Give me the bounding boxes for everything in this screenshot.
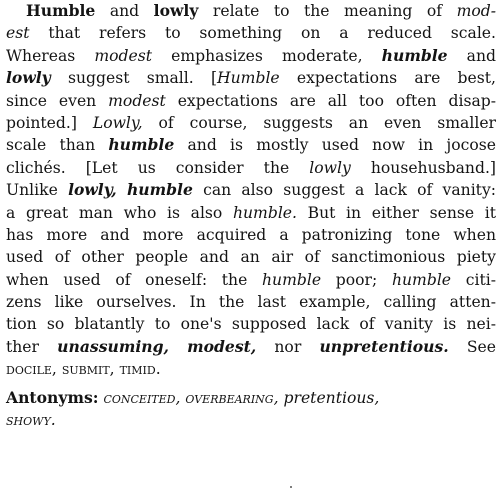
text-run: Humble	[217, 69, 280, 88]
text-line	[6, 269, 496, 291]
text-run: unpretentious.	[319, 336, 449, 356]
text-run: clichés. [Let us consider the	[6, 158, 310, 177]
text-run: lowly	[309, 158, 351, 177]
text-run: docile, submit, timid.	[6, 360, 161, 379]
text-line	[6, 179, 496, 201]
text-run: since even	[6, 91, 109, 110]
text-line	[6, 0, 496, 22]
text-run: humble	[126, 180, 193, 200]
text-run: lowly	[153, 1, 199, 20]
text-run: lowly	[6, 68, 51, 88]
text-run: modest,	[187, 336, 257, 356]
text-run: poor;	[321, 270, 392, 289]
text-line	[6, 224, 496, 246]
text-run: citi-	[451, 270, 496, 289]
text-run: lowly,	[68, 180, 117, 200]
text-run: modest	[108, 91, 166, 110]
text-run: and	[95, 2, 154, 20]
text-run: Whereas	[6, 46, 95, 65]
text-run	[169, 338, 187, 356]
text-line	[6, 313, 496, 335]
text-run: and is mostly used now in jocose	[174, 136, 496, 155]
text-run: emphasizes moderate,	[152, 46, 382, 65]
text-run: conceited, overbearing,	[103, 388, 279, 407]
text-run: Humble	[26, 1, 96, 20]
text-run: humble.	[232, 203, 297, 222]
text-run: and	[447, 46, 497, 65]
text-line	[6, 90, 496, 112]
text-run: can also suggest a lack of vanity:	[192, 181, 497, 200]
text-run: pointed.]	[6, 113, 93, 132]
text-line	[6, 67, 496, 89]
text-run: modest	[94, 46, 153, 65]
text-run: househusband.]	[350, 158, 496, 177]
text-run: est	[6, 24, 30, 43]
text-line	[6, 45, 496, 67]
text-run: when used of oneself: the	[6, 270, 263, 289]
text-run: Unlike	[6, 181, 69, 200]
text-run: But in either sense it	[297, 203, 496, 222]
text-line	[6, 134, 496, 156]
stray-mark	[290, 486, 292, 488]
text-line	[6, 246, 496, 268]
text-run: of course, suggests an even smaller	[142, 113, 497, 132]
text-run: unassuming,	[57, 336, 169, 356]
text-run: humble	[391, 270, 452, 289]
text-run: Antonyms:	[6, 387, 99, 407]
text-line	[6, 387, 496, 409]
text-run: zens like ourselves. In the last example, calling atten-	[6, 293, 496, 312]
text-run: mod-	[456, 2, 496, 20]
text-line	[6, 336, 496, 358]
antonyms-section	[6, 387, 496, 432]
text-run: See	[448, 337, 496, 356]
text-run: nor	[256, 337, 320, 356]
text-run: used of other people and an air of sanctimonious piety	[6, 248, 496, 267]
text-run: humble	[262, 270, 322, 289]
text-run: that refers to something on a reduced scale.	[29, 24, 496, 43]
text-line	[6, 112, 496, 134]
text-run: has more and more acquired a patronizing tone when	[6, 225, 496, 244]
text-run: tion so blatantly to one's supposed lack of vanity is nei-	[6, 315, 496, 334]
text-line	[6, 409, 496, 431]
text-line	[6, 358, 496, 380]
text-run	[117, 181, 127, 199]
text-run: scale than	[6, 136, 109, 155]
text-line	[6, 22, 496, 44]
text-run: expectations are best,	[279, 69, 496, 88]
text-line	[6, 157, 496, 179]
text-run: humble	[381, 45, 448, 65]
entry-body	[6, 0, 496, 381]
text-line	[6, 202, 496, 224]
text-run: showy.	[6, 411, 56, 430]
text-run: pretentious,	[283, 388, 380, 407]
text-run: relate to the meaning of	[198, 2, 457, 20]
text-run: humble	[108, 135, 175, 155]
text-line	[6, 291, 496, 313]
dictionary-entry	[6, 0, 496, 431]
text-run: expectations are all too often disap-	[165, 91, 496, 110]
text-run: a great man who is also	[6, 203, 233, 222]
text-run: suggest small. [	[50, 69, 218, 88]
text-run: ther	[6, 337, 58, 356]
text-run: Lowly,	[92, 113, 143, 132]
